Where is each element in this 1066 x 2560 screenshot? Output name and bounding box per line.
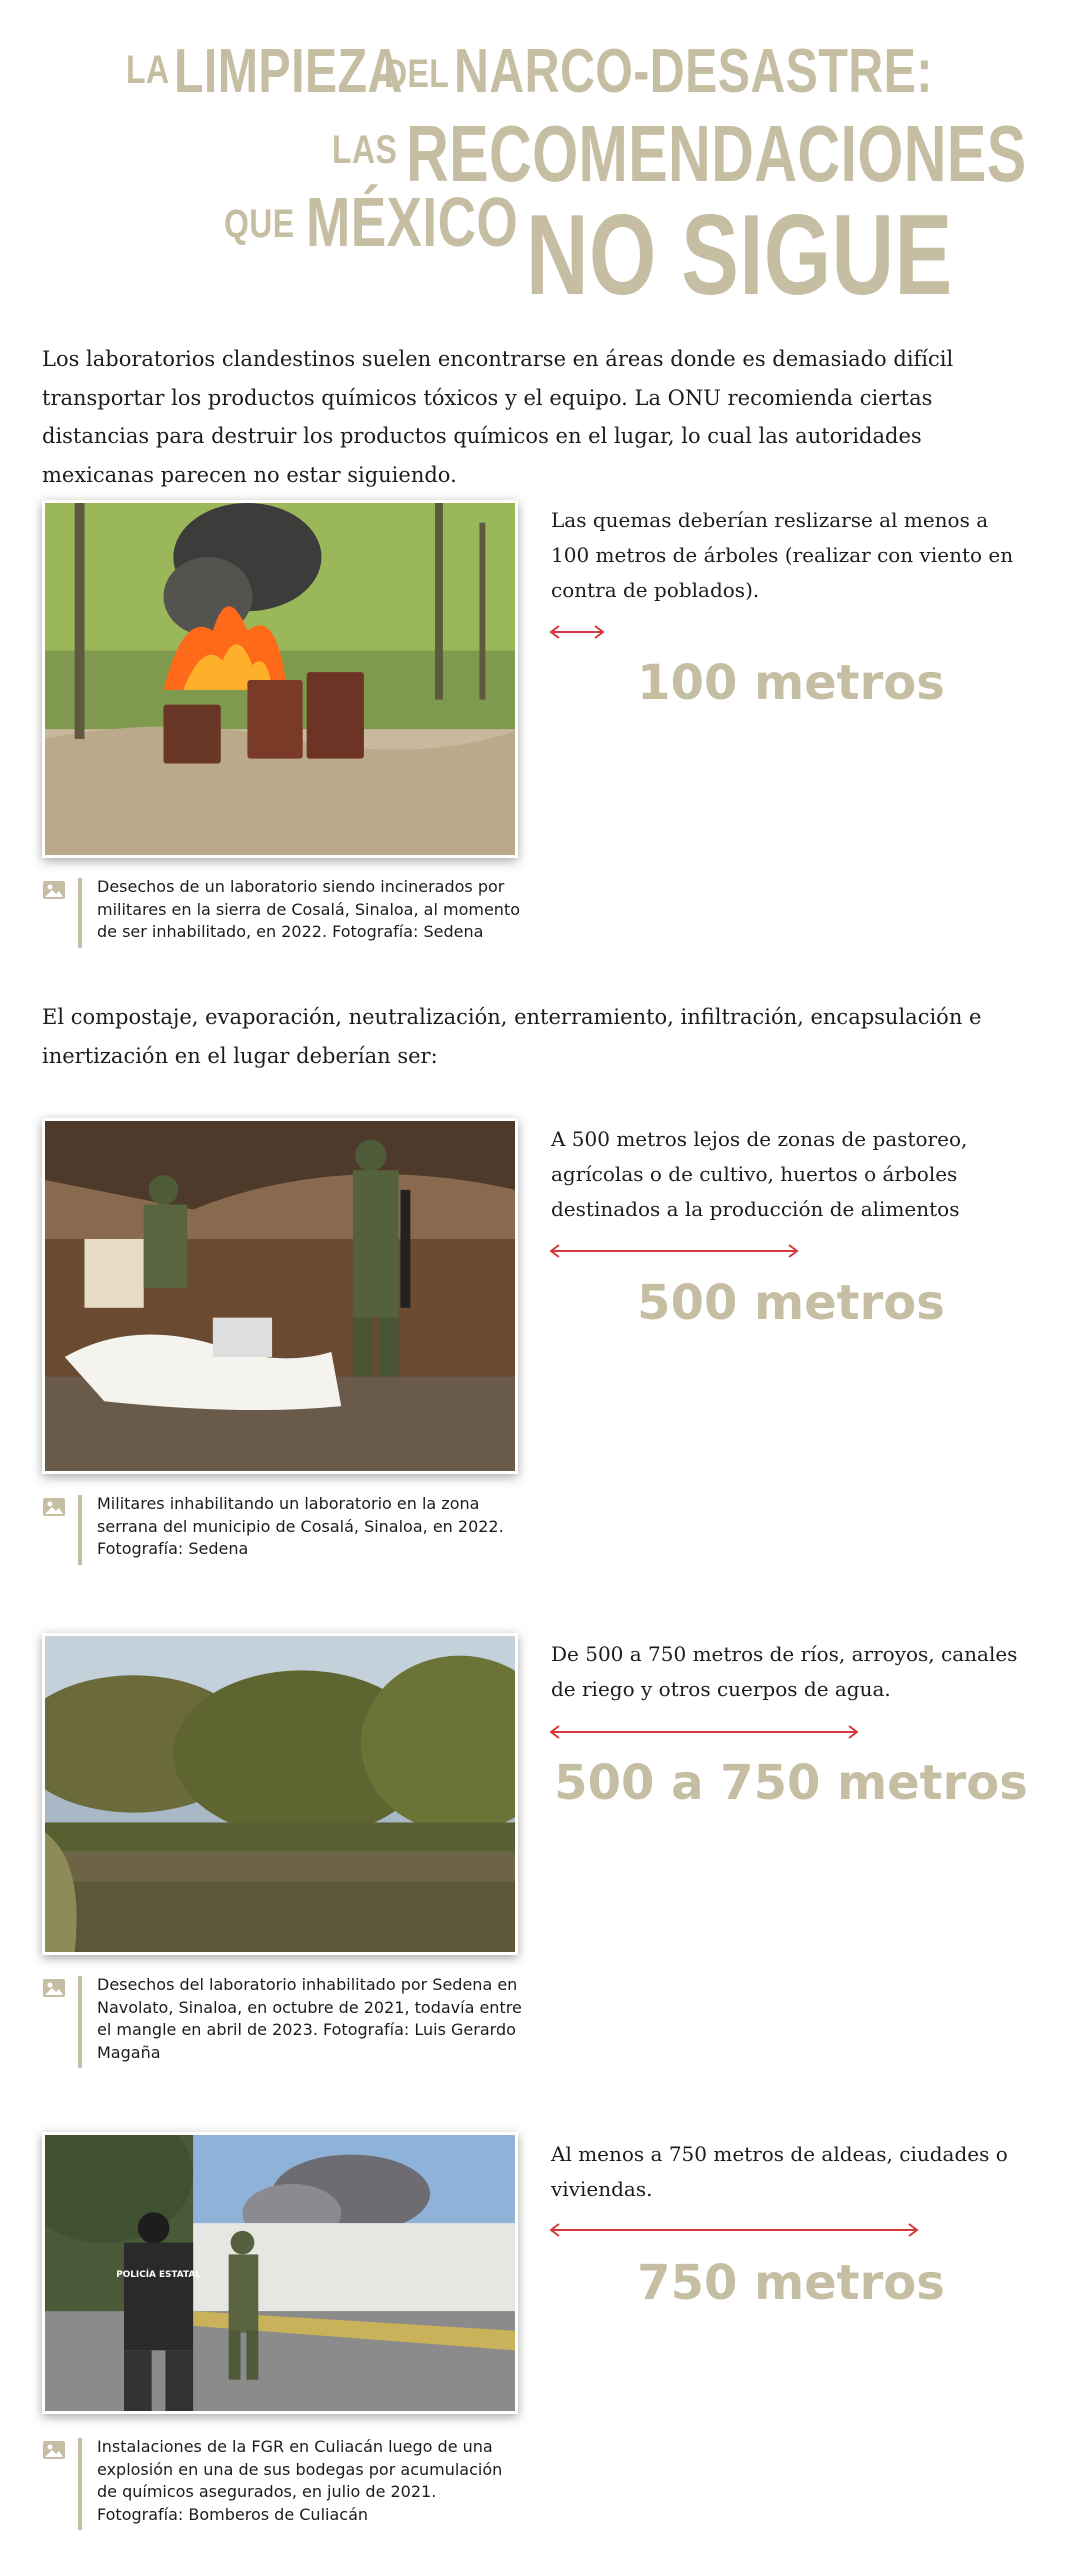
distance-arrow-icon [548,1724,860,1740]
title-word-narco: NARCO-DESASTRE: [454,37,933,106]
photo-soldiers-lab [42,1118,518,1474]
image-icon [42,880,66,900]
distance-description: De 500 a 750 metros de ríos, arroyos, canales de riego y otros cuerpos de agua. [551,1642,1018,1701]
caption-text: Desechos de un laboratorio siendo incinerados por militares en la sierra de Cosalá, Sinaloa, al momento de ser inhabilitado, en 2022. Fotografía: Sedena [97,877,520,941]
image-icon [42,2440,66,2460]
image-icon [42,1978,66,1998]
caption-4 [42,2438,528,2528]
title-word-del: DEL [384,52,450,96]
distance-description: A 500 metros lejos de zonas de pastoreo, agrícolas o de cultivo, huertos o árboles destinados a la producción de alimentos [551,1127,968,1221]
distance-value: 500 a 750 metros [554,1755,1028,1811]
photo-burning-barrels [42,500,518,858]
distance-description: Las quemas deberían reslizarse al menos a 100 metros de árboles (realizar con viento en contra de poblados). [551,508,1014,602]
title-word-recomendaciones: RECOMENDACIONES [406,109,1027,198]
distance-arrow-icon [548,2222,920,2238]
title-word-no-sigue: NO SIGUE [526,192,953,319]
title-word-mexico: MÉXICO [306,183,519,261]
title-word-limpieza: LIMPIEZA [174,37,403,106]
image-icon [42,1497,66,1517]
middle-paragraph: El compostaje, evaporación, neutralización, enterramiento, infiltración, encapsulación e inertización en el lugar deberían ser: [42,1005,982,1068]
intro-paragraph: Los laboratorios clandestinos suelen encontrarse en áreas donde es demasiado difícil transportar los productos químicos tóxicos y el equipo. La ONU recomienda ciertas distancias para destruir los productos químicos en el lugar, lo cual las autoridades mexicanas parecen no estar siguiendo. [42,347,954,487]
page-title [0,30,1066,320]
distance-description: Al menos a 750 metros de aldeas, ciudades o viviendas. [551,2142,1008,2201]
photo-fgr-explosion [42,2132,518,2414]
photo-mangrove [42,1633,518,1955]
title-word-que: QUE [224,202,295,246]
distance-value: 750 metros [637,2255,945,2311]
distance-arrow-icon [548,1243,800,1259]
distance-value: 500 metros [637,1275,945,1331]
caption-text: Desechos del laboratorio inhabilitado por Sedena en Navolato, Sinaloa, en octubre de 2021, todavía entre el mangle en abril de 2023. Fotografía: Luis Gerardo Magaña [97,1975,522,2062]
distance-value: 100 metros [637,655,945,711]
vest-text: POLICÍA ESTATAL [116,2269,201,2280]
caption-text: Militares inhabilitando un laboratorio en la zona serrana del municipio de Cosalá, Sinaloa, en 2022. Fotografía: Sedena [97,1494,504,1558]
title-word-la: LA [126,48,170,92]
caption-3 [42,1976,528,2066]
distance-arrow-icon [548,624,606,640]
title-word-las: LAS [332,128,398,172]
caption-text: Instalaciones de la FGR en Culiacán luego de una explosión en una de sus bodegas por acumulación de químicos asegurados, en julio de 2021. Fotografía: Bomberos de Culiacán [97,2437,503,2524]
caption-1 [42,878,528,948]
caption-2 [42,1495,528,1565]
